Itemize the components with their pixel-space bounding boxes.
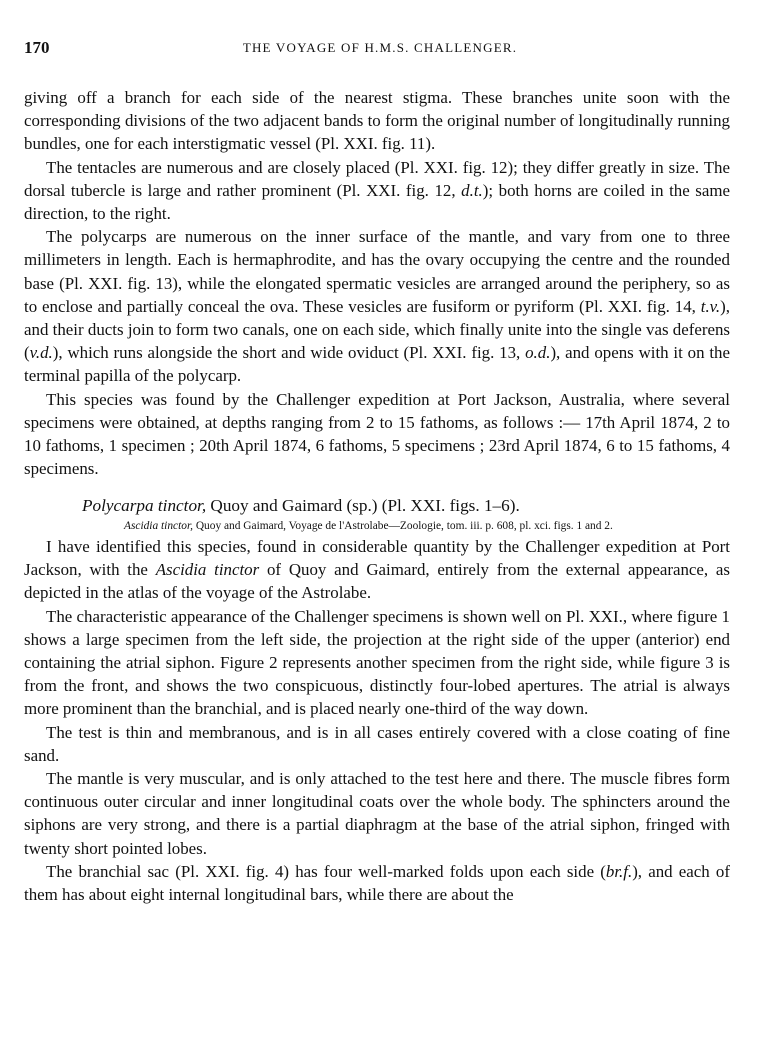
text-run: The tentacles are numerous and are closely placed (Pl. XXI. fig. 12); they differ greatly in size. The dorsal tubercle is large and rather prominent (Pl. XXI. fig. 12, <box>24 157 730 200</box>
synonymy-reference <box>24 518 730 535</box>
synonym-name: Ascidia tinctor, <box>124 520 193 533</box>
text-run: ), which runs alongside the short and wide oviduct (Pl. XXI. fig. 13, <box>52 343 526 363</box>
body-text <box>24 86 730 906</box>
paragraph-locality: This species was found by the Challenger expedition at Port Jackson, Australia, where several specimens were obtained, at depths ranging from 2 to 15 fathoms, as follows :— 17th April 1874, 2 to 10 fathoms, 1 specimen ; 20th April 1874, 6 fathoms, 5 specimens ; 23rd April 1874, 6 to 15 fathoms, 4 specimens. <box>24 389 730 479</box>
running-title: THE VOYAGE OF H.M.S. CHALLENGER. <box>242 40 518 55</box>
paragraph-stigma-branches: giving off a branch for each side of the nearest stigma. These branches unite soon with the corresponding divisions of the two adjacent bands to form the original number of longitudinally running bundles, one for each interstigmatic vessel (Pl. XXI. fig. 11). <box>24 88 730 154</box>
figure-abbreviation: br.f. <box>605 861 633 881</box>
text-run: The branchial sac (Pl. XXI. fig. 4) has four well-marked folds upon each side ( <box>46 861 606 881</box>
species-name: Polycarpa tinctor, <box>82 496 207 516</box>
page-number: 170 <box>24 38 50 57</box>
text-run: ), and each of them has about eight internal longitudinal bars, while there are about the <box>24 861 730 904</box>
paragraph-test: The test is thin and membranous, and is in all cases entirely covered with a close coating of fine sand. <box>24 722 730 765</box>
species-authority: Quoy and Gaimard (sp.) (Pl. XXI. figs. 1–6). <box>206 496 520 516</box>
species-heading <box>24 494 730 518</box>
paragraph-tentacles <box>24 156 730 226</box>
taxon-name: Ascidia tinctor <box>155 560 260 580</box>
page-header <box>24 38 736 62</box>
paragraph-branchial-sac <box>24 860 730 906</box>
figure-abbreviation: t.v. <box>700 296 721 316</box>
text-run: The polycarps are numerous on the inner surface of the mantle, and vary from one to three millimeters in length. Each is hermaphrodite, and has the ovary occupying the centre and the rounded base (Pl. XXI. fig. 13), while the elongated spermatic vesicles are arranged around the periphery, so as to enclose and partially conceal the ova. These vesicles are fusiform or pyriform (Pl. XXI. fig. 14, <box>24 227 730 316</box>
section-gap <box>24 480 730 494</box>
figure-abbreviation: d.t. <box>461 180 483 200</box>
paragraph-mantle: The mantle is very muscular, and is only attached to the test here and there. The muscle fibres form continuous outer circular and inner longitudinal coats over the whole body. The sphincters around the siphons are very strong, and there is a partial diaphragm at the base of the atrial siphon, fringed with twenty short pointed lobes. <box>24 768 730 858</box>
text-run: I have identified this species, found in considerable quantity by the Challenger expedition at Port Jackson, with the <box>24 536 730 580</box>
text-run: of Quoy and Gaimard, entirely from the external appearance, as depicted in the atlas of the voyage of the Astrolabe. <box>24 560 730 603</box>
figure-abbreviation: o.d. <box>525 343 551 363</box>
paragraph-identification <box>24 535 730 605</box>
paragraph-appearance: The characteristic appearance of the Challenger specimens is shown well on Pl. XXI., where figure 1 shows a large specimen from the left side, the projection at the right side of the upper (anterior) end containing the atrial siphon. Figure 2 represents another specimen from the right side, while figure 3 is from the front, and shows the two conspicuous, distinctly four-lobed apertures. The atrial is always more prominent than the branchial, and is placed nearly one-third of the way down. <box>24 606 730 719</box>
synonym-citation: Quoy and Gaimard, Voyage de l'Astrolabe—Zoologie, tom. iii. p. 608, pl. xci. figs. 1 and 2. <box>192 520 613 533</box>
text-run: ), and opens with it on the terminal papilla of the polycarp. <box>24 343 731 386</box>
paragraph-polycarps <box>24 225 730 387</box>
text-run: ), and their ducts join to form two canals, one on each side, which finally unite into the single vas deferens ( <box>24 296 730 363</box>
text-run: ); both horns are coiled in the same direction, to the right. <box>24 180 730 224</box>
figure-abbreviation: v.d. <box>29 343 53 363</box>
